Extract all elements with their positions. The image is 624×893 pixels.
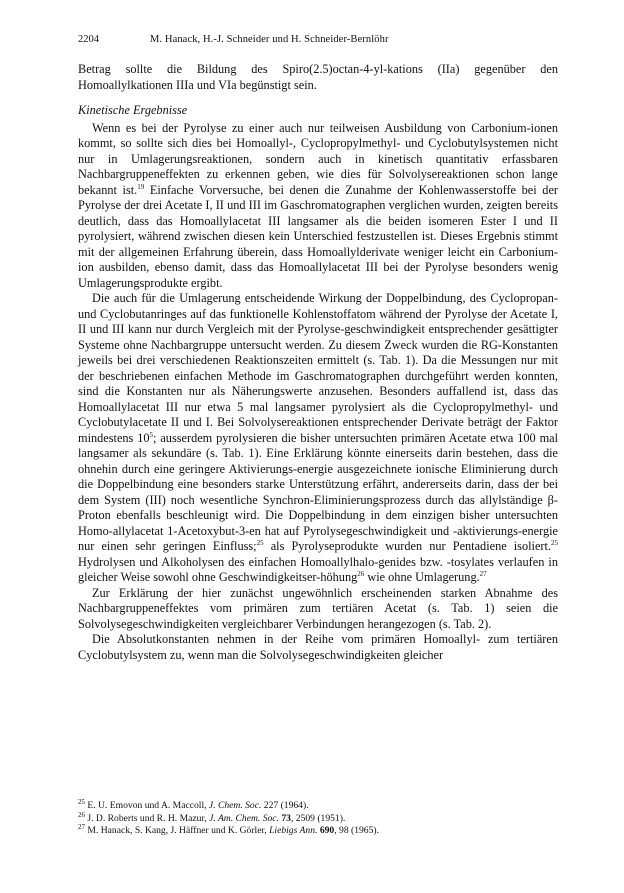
paragraph-3: Zur Erklärung der hier zunächst ungewöhnlich erscheinenden starken Abnahme des Nachbargruppeneffektes vom primären zum tertiären Acetat (s. Tab. 1) seien die Solvolysegeschwindigkeiten vergleichbarer Verbindungen herangezogen (s. Tab. 2). (78, 585, 558, 631)
footnote-pages: , 2509 (1951). (290, 812, 346, 824)
p2-text-d: Hydrolysen und Alkoholysen des einfachen Homoallylhalo-genides bzw. -tosylates verlaufen in gleicher Weise sowohl ohne Geschwindigkeitser-höhung (78, 554, 558, 584)
citation-26: 26 (357, 569, 365, 578)
footnote (78, 810, 558, 826)
intro-paragraph: Betrag sollte die Bildung des Spiro(2.5)octan-4-yl-kations (IIa) gegenüber den Homoallylkationen IIIa und VIa begünstigt sein. (78, 62, 558, 92)
footnote-journal: J. Chem. Soc. (208, 800, 262, 811)
footnote-ref: 227 (1964). (261, 800, 309, 811)
p2-text-b: ; ausserdem pyrolysieren die bisher untersuchten primären Acetate etwa 100 mal langsamer als sekundäre (s. Tab. 1). Eine Erklärung könnte einerseits darin bestehen, dass die ohnehin durch eine geringere Aktivierungs-energie ausgezeichnete ionische Eliminierung durch die Doppelbindung eine besonders starke Unterstützung erfährt, andererseits darin, dass der bei dem System (III) noch wesentliche Synchron-Eliminierungsprozess durch das allylständige β-Proton ebenfalls beschleunigt wird. Die Doppelbindung in dem einzigen bisher untersuchten Homo-allylacetat 1-Acetoxybut-3-en hat auf Pyrolysegeschwindigkeit und -aktivierungs-energie nur einen sehr geringen Einfluss; (78, 430, 559, 553)
p1-text-b: Einfache Vorversuche, bei denen die Zunahme der Kohlenwasserstoffe bei der Pyrolyse der drei Acetate I, II und III im Gaschromatographen verglichen wurden, zeigten bereits deutlich, dass das Homoallylacetat III langsamer als die beiden isomeren Ester I und II pyrolysiert, während zwischen diesen kein Unterschied festzustellen ist. Dieses Ergebnis stimmt mit der allgemeinen Erfahrung überein, dass Homoallylderivate weniger leicht ein Carbonium-ion ausbilden, ebenso damit, dass das Homoallylacetat III bei der Pyrolyse besonders wenig Umlagerungsprodukte ergibt. (78, 182, 558, 290)
footnotes (78, 797, 558, 838)
citation-19: 19 (137, 182, 145, 191)
article-body (78, 62, 558, 663)
footnote-pages: , 98 (1965). (334, 825, 379, 836)
footnote-volume: 690 (319, 825, 335, 836)
footnote-volume: 73 (281, 812, 291, 824)
page-number: 2204 (78, 34, 99, 45)
section-heading: Kinetische Ergebnisse (78, 103, 188, 117)
paragraph-4: Die Absolutkonstanten nehmen in der Reihe vom primären Homoallyl- zum tertiären Cyclobutylsystem zu, wenn man die Solvolysegeschwindigkeiten gleicher (78, 632, 558, 662)
citation-27: 27 (479, 569, 487, 578)
footnote-number: 27 (78, 822, 85, 831)
citation-25a: 25 (256, 538, 264, 547)
p2-text-c: als Pyrolyseprodukte wurden nur Pentadiene isoliert. (263, 539, 551, 553)
footnote-authors: M. Hanack, S. Kang, J. Häffner und K. Görler, (85, 825, 270, 836)
paragraph-1 (78, 121, 558, 292)
author-line: M. Hanack, H.-J. Schneider und H. Schneider-Bernlöhr (150, 34, 389, 45)
p2-text-a: Die auch für die Umlagerung entscheidende Wirkung der Doppelbindung, des Cyclopropan- und Cyclobutanringes auf das funktionelle Kohlenstoffatom während der Pyrolyse der Acetate I, II und III kann nur durch Vergleich mit der Pyrolyse-geschwindigkeit entsprechender gesättigter Systeme ohne Nachbargruppe untersucht werden. Zu diesem Zweck wurden die RG-Konstanten jeweils bei drei verschiedenen Reaktionszeiten ermittelt (s. Tab. 1). Da die Messungen nur mit der beschriebenen einfachen Methode im Gaschromatographen durchgeführt werden konnten, sind die Konstanten nur als Näherungswerte anzusehen. Besonders auffallend ist, dass das Homoallylacetat III nur etwa 5 mal langsamer pyrolysiert als die Cyclopropylmethyl- und Cyclobutylacetate II und I. Bei Solvolysereaktionen entsprechender Derivate beträgt der Faktor mindestens 10 (78, 291, 558, 445)
footnote-number: 25 (78, 797, 85, 806)
p2-text-e: wie ohne Umlagerung. (364, 570, 480, 584)
exponent-5: 5 (149, 430, 154, 439)
footnote (78, 822, 558, 838)
citation-25b: 25 (551, 538, 558, 547)
footnote-authors: E. U. Emovon und A. Maccoll, (85, 800, 209, 811)
footnote-journal: Liebigs Ann. (269, 825, 318, 836)
p1-text-a: Wenn es bei der Pyrolyse zu einer auch nur teilweisen Ausbildung von Carbonium-ionen kommt, so sollte sich dies bei Homoallyl-, Cyclopropylmethyl- und Cyclobutylsystemen nicht nur in Umlagerungsreaktionen, sondern auch in kinetisch quantitativ erfassbaren Nachbargruppeneffekten zu erkennen geben, wie dies für Solvolysereaktionen schon lange bekannt ist. (78, 120, 558, 197)
footnote-journal: J. Am. Chem. Soc. (209, 812, 279, 824)
footnote-number: 26 (78, 810, 85, 819)
footnote-authors: J. D. Roberts und R. H. Mazur, (85, 812, 210, 824)
footnote (78, 797, 558, 813)
paragraph-2 (78, 291, 558, 586)
